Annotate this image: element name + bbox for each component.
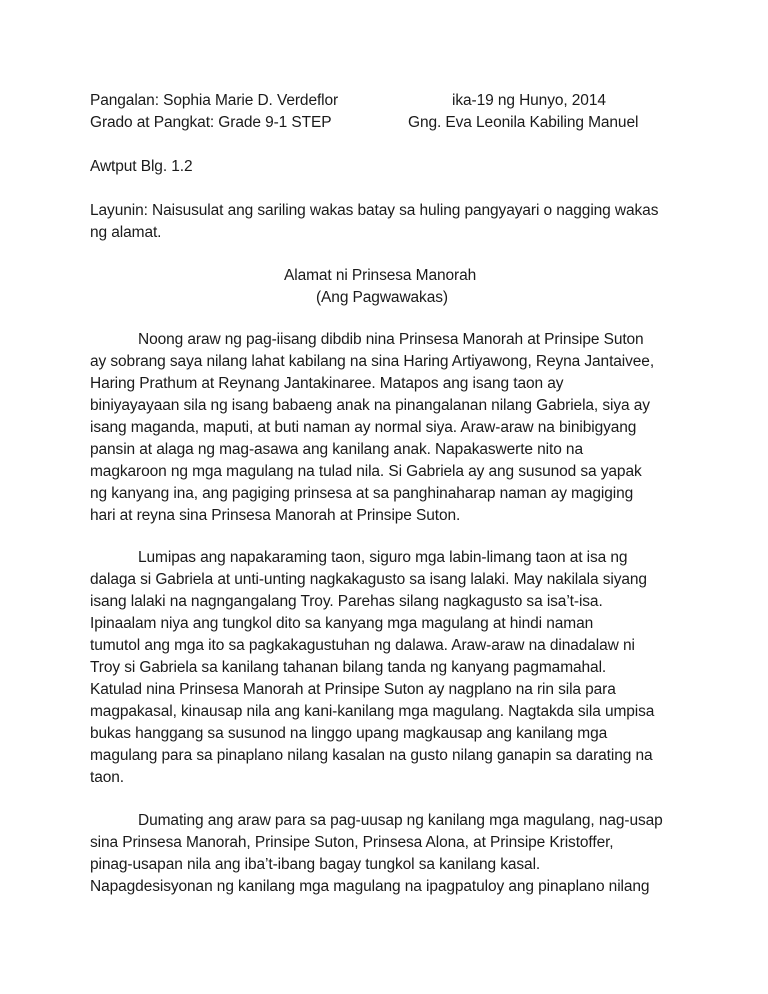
teacher-name: Gng. Eva Leonila Kabiling Manuel — [408, 114, 639, 131]
paragraph-line: Lumipas ang napakaraming taon, siguro mga labin-limang taon at isa ng — [138, 549, 628, 566]
paragraph-line: isang lalaki na nagngangalang Troy. Parehas silang nagkagusto sa isa’t-isa. — [90, 593, 603, 610]
paragraph-line: Katulad nina Prinsesa Manorah at Prinsipe Suton ay nagplano na rin sila para — [90, 681, 616, 698]
paragraph-line: pinag-usapan nila ang iba’t-ibang bagay tungkol sa kanilang kasal. — [90, 856, 541, 873]
paragraph-line: biniyayayaan sila ng isang babaeng anak na pinangalanan nilang Gabriela, siya ay — [90, 397, 650, 414]
paragraph-line: pansin at alaga ng mag-asawa ang kanilang anak. Napakaswerte nito na — [90, 441, 583, 458]
story-title: Alamat ni Prinsesa Manorah — [284, 267, 477, 284]
objective-line-2: ng alamat. — [90, 224, 162, 241]
paragraph-line: tumutol ang mga ito sa pagkakagustuhan ng dalawa. Araw-araw na dinadalaw ni — [90, 637, 635, 654]
paragraph-line: Ipinaalam niya ang tungkol dito sa kanyang mga magulang at hindi naman — [90, 615, 594, 632]
paragraph-line: magulang para sa pinaplano nilang kasalan na gusto nilang ganapin sa darating na — [90, 747, 653, 764]
student-name: Pangalan: Sophia Marie D. Verdeflor — [90, 92, 339, 109]
output-number: Awtput Blg. 1.2 — [90, 158, 193, 175]
paragraph-line: bukas hanggang sa susunod na linggo upang magkausap ang kanilang mga — [90, 725, 608, 742]
paragraph-line: dalaga si Gabriela at unti-unting nagkakagusto sa isang lalaki. May nakilala siyang — [90, 571, 647, 588]
objective-line-1: Layunin: Naisusulat ang sariling wakas batay sa huling pangyayari o nagging wakas — [90, 202, 659, 219]
paragraph-line: Troy si Gabriela sa kanilang tahanan bilang tanda ng kanyang pagmamahal. — [90, 659, 607, 676]
document-date: ika-19 ng Hunyo, 2014 — [452, 92, 606, 109]
grade-section: Grado at Pangkat: Grade 9-1 STEP — [90, 114, 332, 131]
paragraph-line: Dumating ang araw para sa pag-uusap ng kanilang mga magulang, nag-usap — [138, 812, 663, 829]
paragraph-line: magkaroon ng mga magulang na tulad nila. Si Gabriela ay ang susunod sa yapak — [90, 463, 642, 480]
paragraph-line: Haring Prathum at Reynang Jantakinaree. Matapos ang isang taon ay — [90, 375, 564, 392]
story-subtitle: (Ang Pagwawakas) — [316, 289, 448, 306]
paragraph-line: hari at reyna sina Prinsesa Manorah at Prinsipe Suton. — [90, 507, 461, 524]
paragraph-line: sina Prinsesa Manorah, Prinsipe Suton, Prinsesa Alona, at Prinsipe Kristoffer, — [90, 834, 614, 851]
paragraph-line: isang maganda, maputi, at buti naman ay normal siya. Araw-araw na binibigyang — [90, 419, 637, 436]
paragraph-line: ay sobrang saya nilang lahat kabilang na sina Haring Artiyawong, Reyna Jantaivee, — [90, 353, 655, 370]
paragraph-line: ng kanyang ina, ang pagiging prinsesa at sa panghinaharap naman ay magiging — [90, 485, 634, 502]
paragraph-line: Napagdesisyonan ng kanilang mga magulang na ipagpatuloy ang pinaplano nilang — [90, 878, 650, 895]
paragraph-line: taon. — [90, 769, 124, 786]
paragraph-line: Noong araw ng pag-iisang dibdib nina Prinsesa Manorah at Prinsipe Suton — [138, 331, 644, 348]
paragraph-line: magpakasal, kinausap nila ang kani-kanilang mga magulang. Nagtakda sila umpisa — [90, 703, 655, 720]
